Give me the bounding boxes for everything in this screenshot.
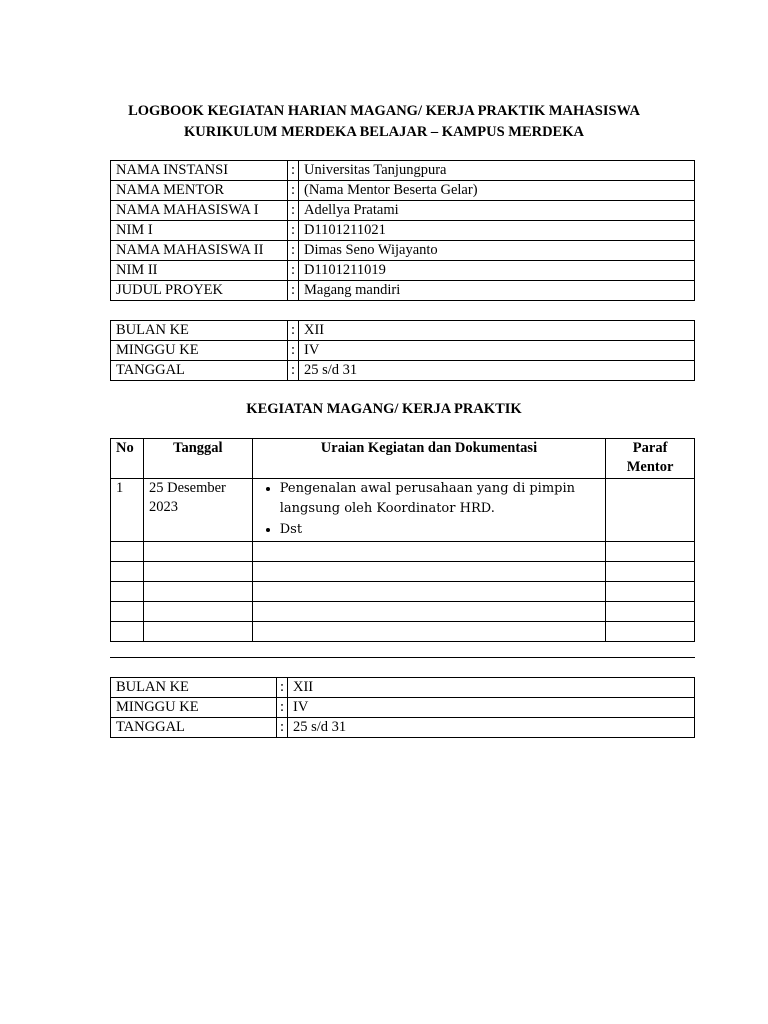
info-label: NIM I xyxy=(111,221,288,241)
empty-cell xyxy=(606,542,695,562)
empty-cell xyxy=(252,562,605,582)
header-tanggal: Tanggal xyxy=(143,439,252,479)
info-label: NAMA MAHASISWA I xyxy=(111,201,288,221)
period-label: BULAN KE xyxy=(111,321,288,341)
activity-table xyxy=(110,438,695,642)
empty-cell xyxy=(143,622,252,642)
activity-uraian-item: • Dst xyxy=(280,520,600,540)
document-title-line-1: LOGBOOK KEGIATAN HARIAN MAGANG/ KERJA PRAKTIK MAHASISWA xyxy=(128,103,640,119)
info-colon: : xyxy=(288,221,299,241)
period-colon: : xyxy=(288,321,299,341)
empty-cell xyxy=(606,602,695,622)
period-value: IV xyxy=(299,341,695,361)
period-label: TANGGAL xyxy=(111,361,288,381)
info-label: NAMA MENTOR xyxy=(111,181,288,201)
period-value: 25 s/d 31 xyxy=(299,361,695,381)
period-value: 25 s/d 31 xyxy=(288,718,695,738)
activity-row-empty xyxy=(111,622,695,642)
activity-tanggal: 25 Desember 2023 xyxy=(143,479,252,542)
empty-cell xyxy=(252,602,605,622)
info-value: Universitas Tanjungpura xyxy=(299,161,695,181)
info-row xyxy=(111,201,695,221)
info-row xyxy=(111,181,695,201)
period-value: IV xyxy=(288,698,695,718)
header-paraf xyxy=(606,439,695,479)
empty-cell xyxy=(143,542,252,562)
info-value: D1101211021 xyxy=(299,221,695,241)
period-colon: : xyxy=(288,361,299,381)
info-colon: : xyxy=(288,201,299,221)
info-value: D1101211019 xyxy=(299,261,695,281)
info-colon: : xyxy=(288,181,299,201)
info-colon: : xyxy=(288,281,299,301)
activity-paraf xyxy=(606,479,695,542)
empty-cell xyxy=(252,582,605,602)
activity-uraian-item: • Pengenalan awal perusahaan yang di pimpin langsung oleh Koordinator HRD. xyxy=(280,479,600,519)
document-title-line-2: KURIKULUM MERDEKA BELAJAR – KAMPUS MERDEKA xyxy=(184,124,584,140)
period-label: MINGGU KE xyxy=(111,698,277,718)
activity-header-row xyxy=(111,439,695,479)
period-row xyxy=(111,361,695,381)
activity-row-empty xyxy=(111,542,695,562)
horizontal-divider xyxy=(110,657,695,658)
period-colon: : xyxy=(277,698,288,718)
period-label: BULAN KE xyxy=(111,678,277,698)
period-label: MINGGU KE xyxy=(111,341,288,361)
period-table-2 xyxy=(110,677,695,738)
info-row xyxy=(111,281,695,301)
empty-cell xyxy=(606,582,695,602)
activity-row-empty xyxy=(111,582,695,602)
info-value: (Nama Mentor Beserta Gelar) xyxy=(299,181,695,201)
info-label: NAMA MAHASISWA II xyxy=(111,241,288,261)
section-title: KEGIATAN MAGANG/ KERJA PRAKTIK xyxy=(246,401,522,417)
empty-cell xyxy=(111,622,144,642)
header-uraian: Uraian Kegiatan dan Dokumentasi xyxy=(252,439,605,479)
activity-row-empty xyxy=(111,602,695,622)
info-label: NAMA INSTANSI xyxy=(111,161,288,181)
info-colon: : xyxy=(288,241,299,261)
info-label: JUDUL PROYEK xyxy=(111,281,288,301)
info-row xyxy=(111,221,695,241)
period-row xyxy=(111,341,695,361)
empty-cell xyxy=(111,582,144,602)
info-value: Adellya Pratami xyxy=(299,201,695,221)
period-value: XII xyxy=(299,321,695,341)
period-value: XII xyxy=(288,678,695,698)
empty-cell xyxy=(252,622,605,642)
empty-cell xyxy=(111,562,144,582)
empty-cell xyxy=(143,602,252,622)
empty-cell xyxy=(252,542,605,562)
activity-row-empty xyxy=(111,562,695,582)
header-no: No xyxy=(111,439,144,479)
info-colon: : xyxy=(288,261,299,281)
info-label: NIM II xyxy=(111,261,288,281)
activity-no: 1 xyxy=(111,479,144,542)
period-row xyxy=(111,678,695,698)
header-paraf-line-1: Paraf xyxy=(632,440,668,456)
empty-cell xyxy=(111,602,144,622)
empty-cell xyxy=(143,582,252,602)
period-label: TANGGAL xyxy=(111,718,277,738)
empty-cell xyxy=(606,562,695,582)
period-row xyxy=(111,321,695,341)
info-value: Magang mandiri xyxy=(299,281,695,301)
activity-uraian-list xyxy=(258,479,600,540)
info-colon: : xyxy=(288,161,299,181)
student-info-table xyxy=(110,160,695,301)
activity-row xyxy=(111,479,695,542)
period-colon: : xyxy=(277,678,288,698)
empty-cell xyxy=(143,562,252,582)
empty-cell xyxy=(111,542,144,562)
period-colon: : xyxy=(277,718,288,738)
period-row xyxy=(111,718,695,738)
info-row xyxy=(111,161,695,181)
info-row xyxy=(111,241,695,261)
empty-cell xyxy=(606,622,695,642)
activity-uraian xyxy=(252,479,605,542)
period-table-1 xyxy=(110,320,695,381)
period-colon: : xyxy=(288,341,299,361)
info-row xyxy=(111,261,695,281)
header-paraf-line-2: Mentor xyxy=(626,459,674,475)
info-value: Dimas Seno Wijayanto xyxy=(299,241,695,261)
period-row xyxy=(111,698,695,718)
